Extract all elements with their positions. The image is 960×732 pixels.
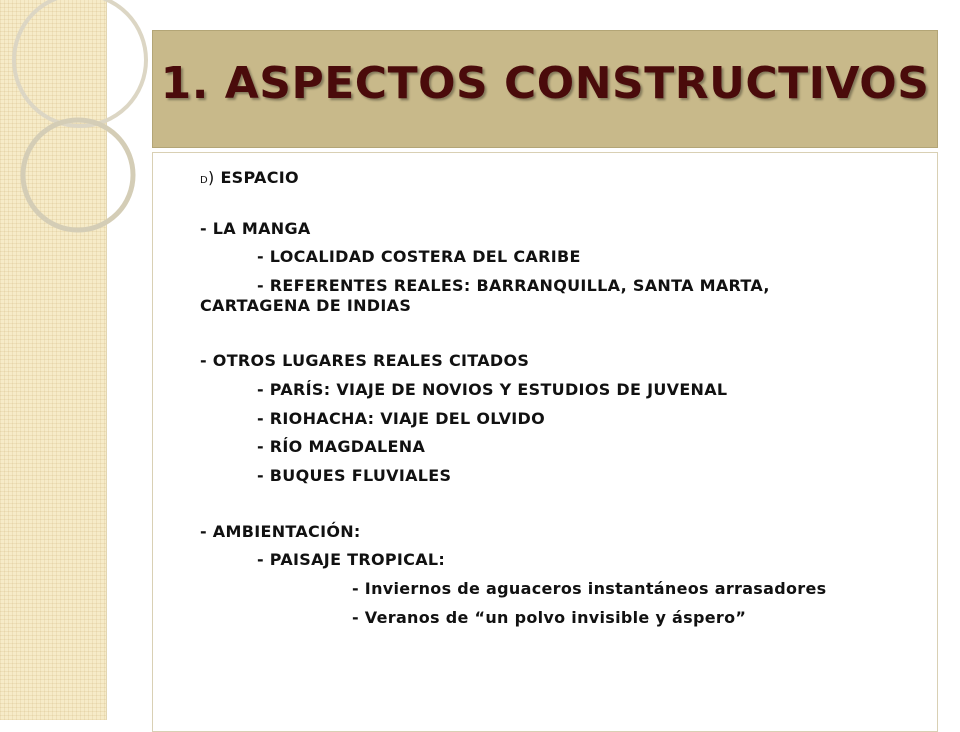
list-item: - PAISAJE TROPICAL:	[257, 550, 446, 569]
list-item: - Veranos de “un polvo invisible y áspero”	[352, 608, 747, 627]
list-item: - AMBIENTACIÓN:	[200, 522, 361, 541]
list-item: CARTAGENA DE INDIAS	[200, 296, 412, 315]
list-item: - RIOHACHA: VIAJE DEL OLVIDO	[257, 409, 546, 428]
section-letter: D	[200, 175, 209, 186]
small-decorative-circle	[23, 120, 133, 230]
list-item: - REFERENTES REALES: BARRANQUILLA, SANTA MARTA,	[257, 276, 770, 295]
section-paren: )	[208, 168, 215, 187]
list-item: - Inviernos de aguaceros instantáneos arrasadores	[352, 579, 827, 598]
list-item: - OTROS LUGARES REALES CITADOS	[200, 351, 530, 370]
list-item: - LA MANGA	[200, 219, 311, 238]
slide-title: 1. ASPECTOS CONSTRUCTIVOS	[160, 57, 930, 109]
list-item: - LOCALIDAD COSTERA DEL CARIBE	[257, 247, 581, 266]
list-item: - RÍO MAGDALENA	[257, 437, 426, 456]
title-banner	[152, 30, 938, 148]
section-heading	[200, 168, 299, 187]
list-item: - PARÍS: VIAJE DE NOVIOS Y ESTUDIOS DE JUVENAL	[257, 380, 728, 399]
list-item: - BUQUES FLUVIALES	[257, 466, 452, 485]
section-title: ESPACIO	[220, 168, 299, 187]
large-decorative-circle	[14, 0, 146, 126]
